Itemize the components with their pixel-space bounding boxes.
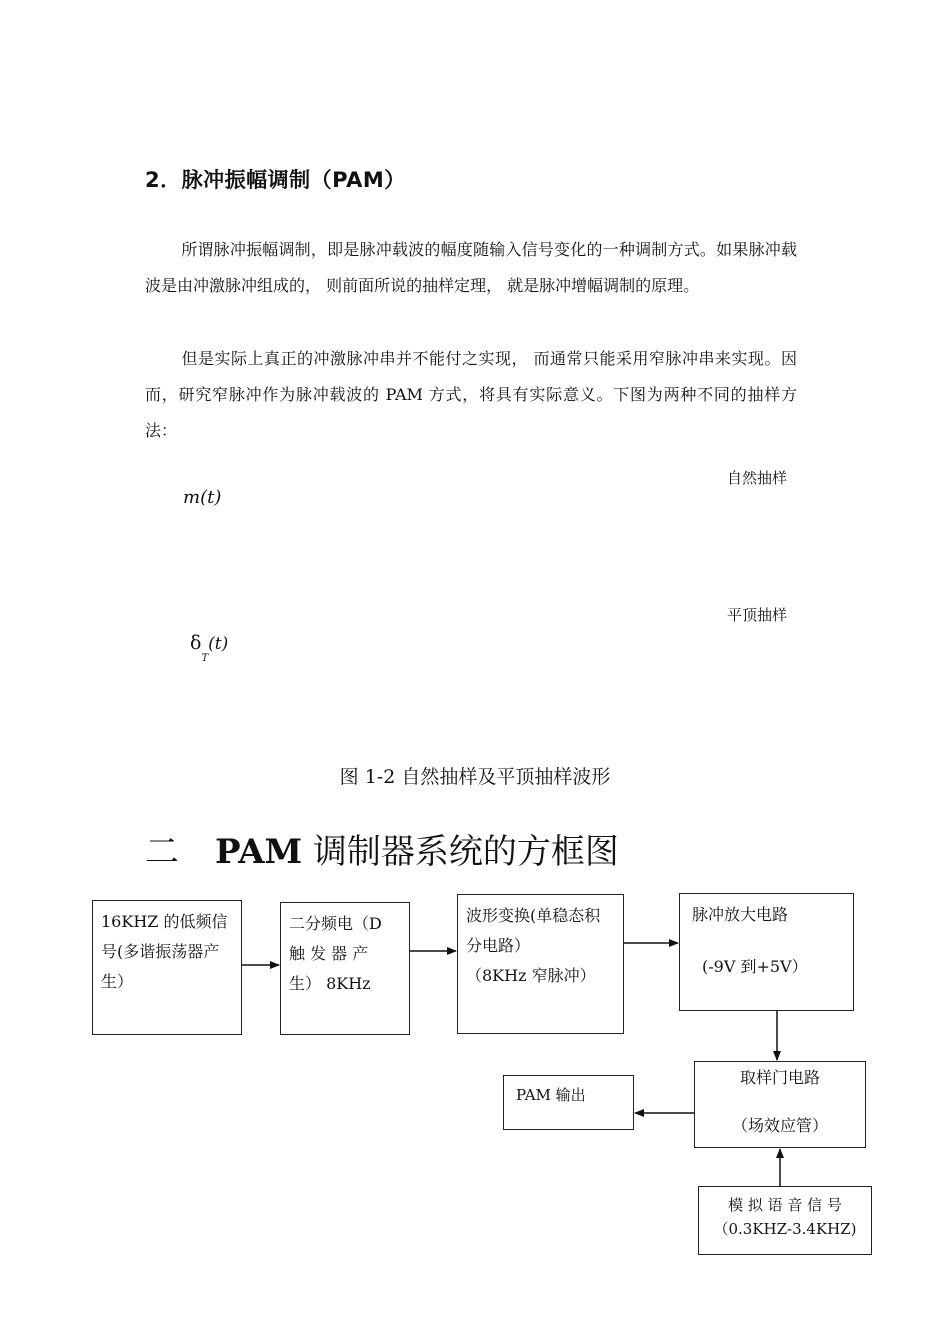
impulse-train-label: $\delta_T(t)$ [190,632,229,664]
source-signal-block: 16KHZ 的低频信号(多谐振荡器产生） [92,900,242,1035]
waveshaper-block: 波形变换(单稳态积分电路） （8KHz 窄脉冲） [457,894,624,1034]
figure-caption: 图 1-2 自然抽样及平顶抽样波形 [339,766,611,788]
paragraph-1: 所谓脉冲振幅调制，即是脉冲载波的幅度随输入信号变化的一种调制方式。如果脉冲载波是由冲激脉冲组成的， 则前面所说的抽样定理， 就是脉冲增幅调制的原理。 [145,240,797,295]
paragraph-2: 但是实际上真正的冲激脉冲串并不能付之实现， 而通常只能采用窄脉冲串来实现。因而，研究窄脉冲作为脉冲载波的 PAM 方式，将具有实际意义。下图为两种不同的抽样方法： [145,349,797,440]
divider-block: 二分频电（D 触 发 器 产 生） 8KHz [280,902,410,1035]
section-heading: 2．脉冲振幅调制（PAM） [145,168,406,192]
signal-m-t-label: m(t) [183,487,222,508]
sampling-gate-block: 取样门电路 （场效应管） [694,1061,866,1148]
voice-signal-block: 模 拟 语 音 信 号 （0.3KHZ-3.4KHZ) [698,1186,872,1255]
natural-sampling-label: 自然抽样 [727,469,788,487]
block-diagram-heading: 二 PAM 调制器系统的方框图 [145,832,619,872]
pam-output-block: PAM 输出 [503,1075,634,1130]
pulse-amplifier-block: 脉冲放大电路 (-9V 到+5V） [679,893,854,1011]
flat-top-sampling-label: 平顶抽样 [727,606,788,624]
